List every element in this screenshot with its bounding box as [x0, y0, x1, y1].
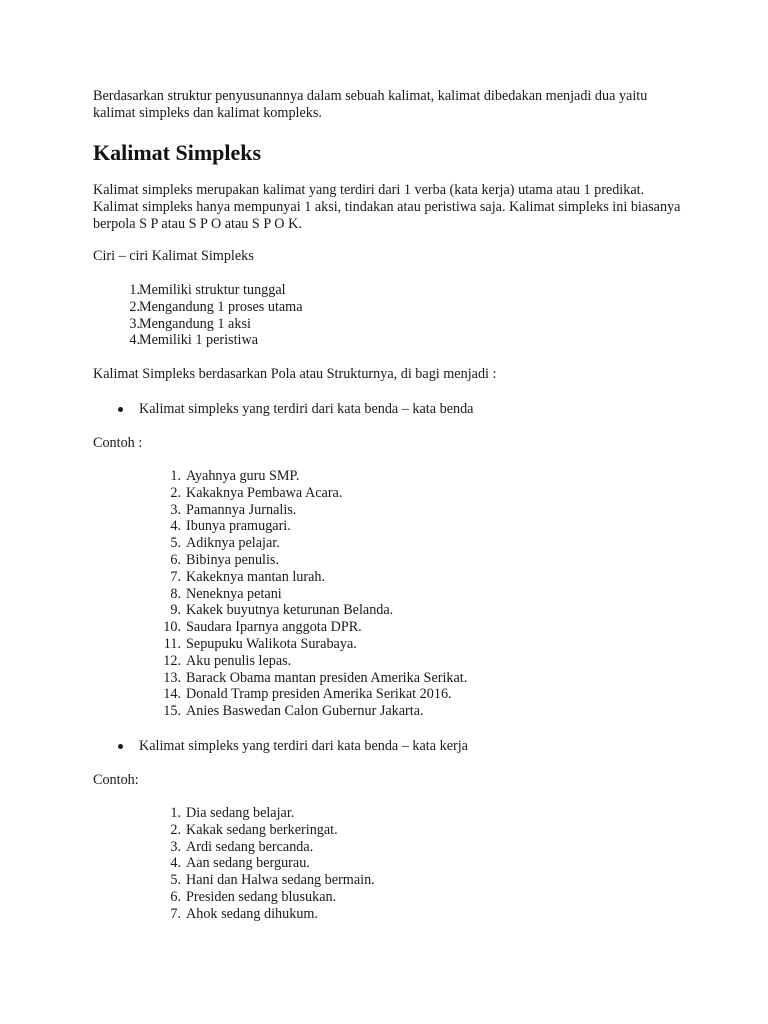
list-item: 4. Aan sedang bergurau.: [170, 855, 310, 872]
list-item: 10. Saudara Iparnya anggota DPR.: [163, 619, 362, 636]
list-item: 3. Mengandung 1 aksi: [129, 315, 251, 332]
list-item: 3. Pamannya Jurnalis.: [170, 501, 297, 518]
list-item: 4. Memiliki 1 peristiwa: [129, 332, 259, 349]
contoh-label: Contoh :: [93, 435, 143, 451]
list-item: 2. Kakaknya Pembawa Acara.: [170, 484, 343, 501]
list-item: 13. Barack Obama mantan presiden Amerika Serikat.: [163, 669, 468, 686]
list-item: 1. Dia sedang belajar.: [170, 805, 295, 821]
list-item: 14. Donald Tramp presiden Amerika Serikat 2016.: [163, 686, 452, 703]
list-item: 2. Mengandung 1 proses utama: [129, 298, 303, 315]
list-item: 15. Anies Baswedan Calon Gubernur Jakarta.: [163, 703, 424, 720]
pola-intro: Kalimat Simpleks berdasarkan Pola atau Strukturnya, di bagi menjadi :: [93, 366, 497, 382]
list-item: 4. Ibunya pramugari.: [170, 518, 291, 535]
contoh-label: Contoh:: [93, 772, 139, 788]
section-heading: Kalimat Simpleks: [93, 140, 262, 165]
bullet-icon: [118, 744, 123, 749]
list-item: 2. Kakak sedang berkeringat.: [170, 821, 338, 838]
list-item: 1. Ayahnya guru SMP.: [170, 468, 300, 484]
bullet-item-benda-benda: Kalimat simpleks yang terdiri dari kata benda – kata benda: [93, 401, 683, 418]
ciri-list: [93, 282, 593, 349]
list-item: 3. Ardi sedang bercanda.: [170, 838, 314, 855]
list-item: 7. Ahok sedang dihukum.: [170, 905, 319, 922]
list-item: 1. Memiliki struktur tunggal: [129, 282, 286, 298]
ciri-title: Ciri – ciri Kalimat Simpleks: [93, 248, 254, 264]
contoh-list-benda-benda: [93, 468, 593, 720]
list-item: 7. Kakeknya mantan lurah.: [170, 568, 326, 585]
bullet-icon: [118, 407, 123, 412]
list-item: 6. Bibinya penulis.: [170, 551, 280, 568]
list-item: 8. Neneknya petani: [170, 585, 282, 602]
list-item: 6. Presiden sedang blusukan.: [170, 888, 337, 905]
intro-paragraph: Berdasarkan struktur penyusunannya dalam sebuah kalimat, kalimat dibedakan menjadi dua yaitu kalimat simpleks dan kalimat kompleks.: [93, 88, 648, 121]
list-item: 9. Kakek buyutnya keturunan Belanda.: [170, 602, 394, 619]
contoh-list-benda-kerja: [93, 805, 593, 923]
definition-paragraph: Kalimat simpleks merupakan kalimat yang terdiri dari 1 verba (kata kerja) utama atau 1 predikat. Kalimat simpleks hanya mempunyai 1 aksi, tindakan atau peristiwa saja. Kalimat simpleks ini biasanya berpola S P atau S P O atau S P O K.: [93, 182, 681, 232]
list-item: 5. Adiknya pelajar.: [170, 535, 280, 552]
bullet-item-benda-kerja: Kalimat simpleks yang terdiri dari kata benda – kata kerja: [93, 738, 683, 755]
list-item: 11. Sepupuku Walikota Surabaya.: [163, 635, 357, 652]
list-item: 5. Hani dan Halwa sedang bermain.: [170, 872, 375, 889]
list-item: 12. Aku penulis lepas.: [163, 652, 292, 669]
